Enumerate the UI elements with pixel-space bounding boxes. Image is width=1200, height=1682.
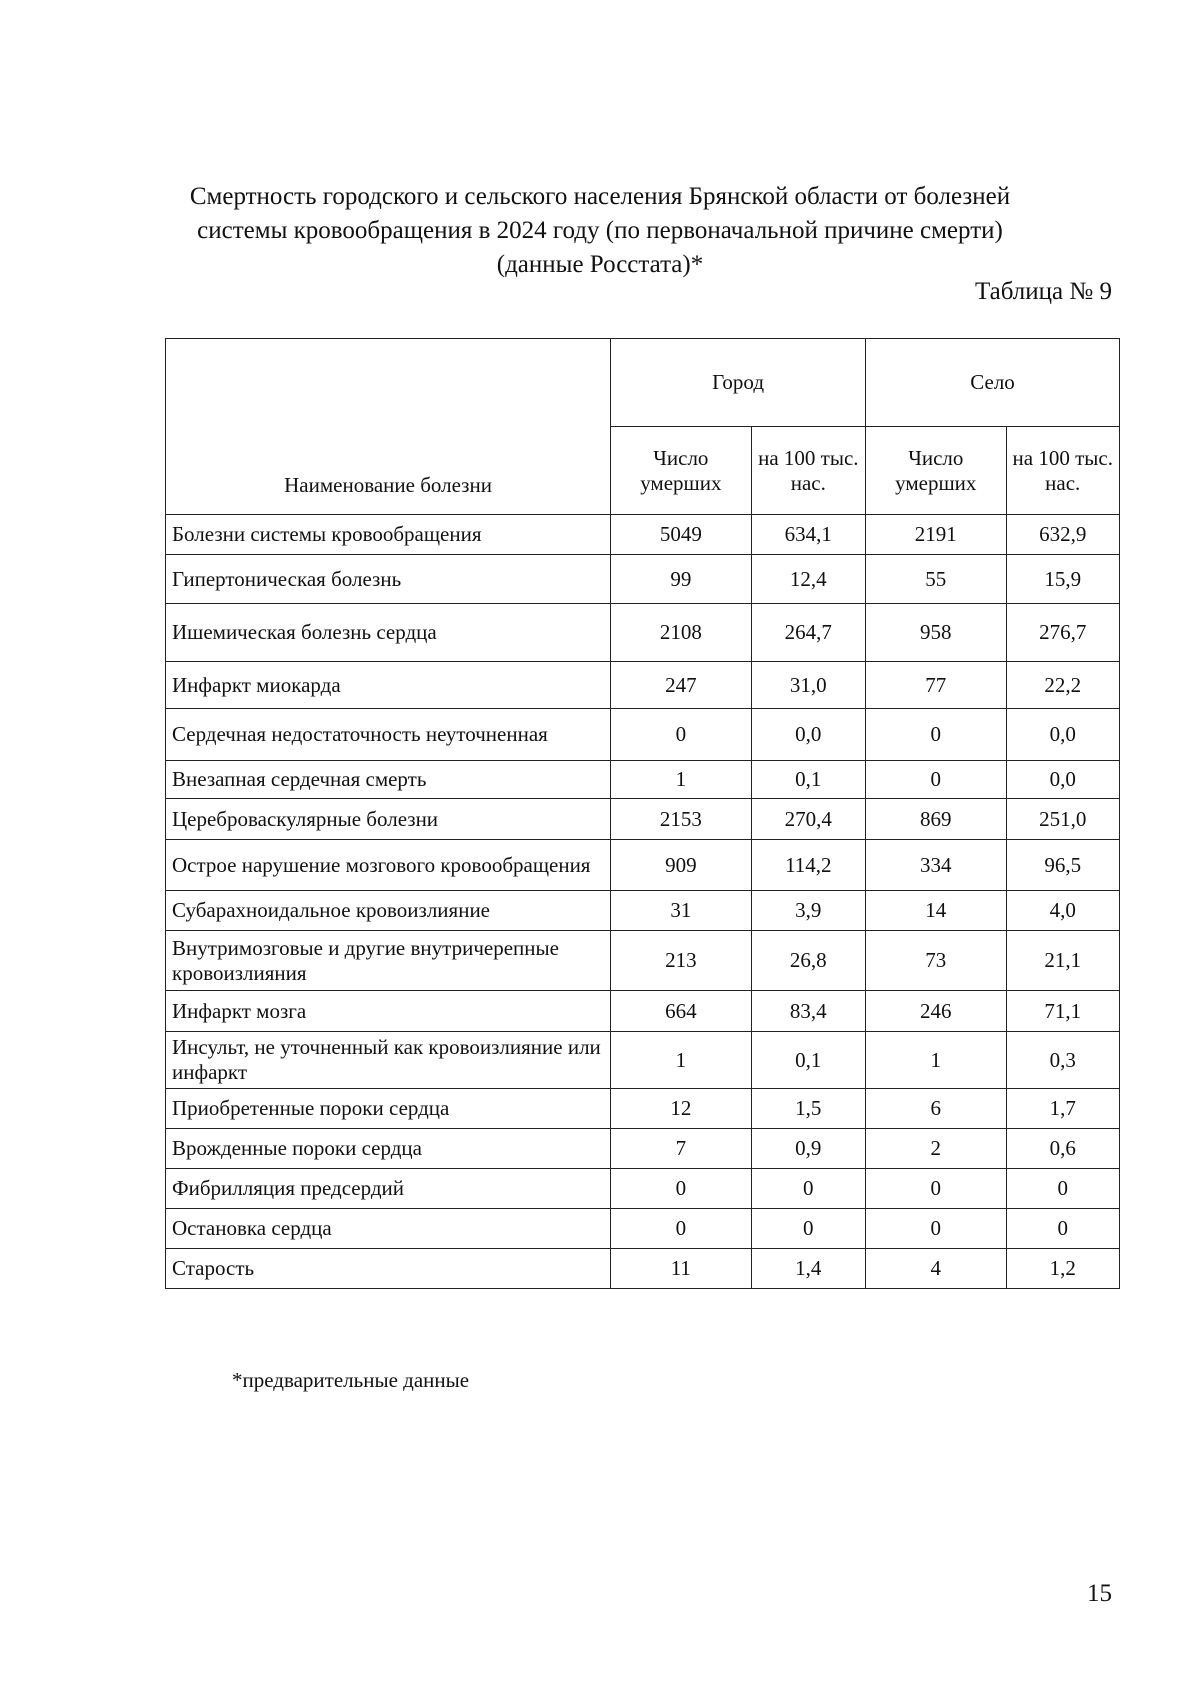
city-rate-cell: 0,1 <box>751 761 866 799</box>
city-rate-cell: 0,9 <box>751 1129 866 1169</box>
disease-name-cell: Болезни системы кровообращения <box>166 515 611 555</box>
disease-name-cell: Инфаркт миокарда <box>166 662 611 709</box>
village-deaths-cell: 958 <box>866 604 1006 662</box>
village-rate-cell: 15,9 <box>1006 555 1120 604</box>
village-rate-cell: 96,5 <box>1006 840 1120 891</box>
city-deaths-cell: 7 <box>611 1129 751 1169</box>
page-number: 15 <box>1087 1580 1112 1607</box>
city-rate-cell: 3,9 <box>751 891 866 931</box>
village-rate-cell: 0,3 <box>1006 1032 1120 1089</box>
table-row <box>166 991 1120 1032</box>
village-deaths-cell: 0 <box>866 1169 1006 1209</box>
disease-name-cell: Инсульт, не уточненный как кровоизлияние или инфаркт <box>166 1032 611 1089</box>
city-rate-cell: 264,7 <box>751 604 866 662</box>
village-deaths-cell: 77 <box>866 662 1006 709</box>
table-row <box>166 761 1120 799</box>
header-city: Город <box>611 339 866 427</box>
table-body <box>166 515 1120 1289</box>
table-row <box>166 840 1120 891</box>
header-city-rate: на 100 тыс. нас. <box>751 427 866 515</box>
city-rate-cell: 12,4 <box>751 555 866 604</box>
city-deaths-cell: 12 <box>611 1089 751 1129</box>
village-deaths-cell: 6 <box>866 1089 1006 1129</box>
table-row <box>166 515 1120 555</box>
header-row-groups <box>166 339 1120 427</box>
city-deaths-cell: 99 <box>611 555 751 604</box>
disease-name-cell: Внутримозговые и другие внутричерепные кровоизлияния <box>166 931 611 991</box>
table-row <box>166 709 1120 761</box>
disease-name-cell: Цереброваскулярные болезни <box>166 799 611 840</box>
disease-name-cell: Фибрилляция предсердий <box>166 1169 611 1209</box>
title-line: Смертность городского и сельского населения Брянской области от болезней <box>189 183 1011 210</box>
village-rate-cell: 22,2 <box>1006 662 1120 709</box>
disease-name-cell: Старость <box>166 1249 611 1289</box>
footnote: *предварительные данные <box>232 1368 470 1392</box>
village-rate-cell: 0,0 <box>1006 709 1120 761</box>
table-row <box>166 1249 1120 1289</box>
village-deaths-cell: 14 <box>866 891 1006 931</box>
document-title <box>150 180 1050 282</box>
disease-name-cell: Врожденные пороки сердца <box>166 1129 611 1169</box>
table-row <box>166 931 1120 991</box>
city-deaths-cell: 1 <box>611 761 751 799</box>
city-deaths-cell: 2153 <box>611 799 751 840</box>
city-deaths-cell: 0 <box>611 1209 751 1249</box>
header-disease-name: Наименование болезни <box>166 339 611 515</box>
table-row <box>166 891 1120 931</box>
city-deaths-cell: 31 <box>611 891 751 931</box>
city-rate-cell: 31,0 <box>751 662 866 709</box>
city-rate-cell: 26,8 <box>751 931 866 991</box>
city-rate-cell: 0,1 <box>751 1032 866 1089</box>
city-rate-cell: 0 <box>751 1209 866 1249</box>
disease-name-cell: Гипертоническая болезнь <box>166 555 611 604</box>
disease-name-cell: Острое нарушение мозгового кровообращения <box>166 840 611 891</box>
table-row <box>166 1209 1120 1249</box>
table-row <box>166 555 1120 604</box>
city-deaths-cell: 247 <box>611 662 751 709</box>
disease-name-cell: Инфаркт мозга <box>166 991 611 1032</box>
village-deaths-cell: 55 <box>866 555 1006 604</box>
village-rate-cell: 0,0 <box>1006 761 1120 799</box>
city-deaths-cell: 909 <box>611 840 751 891</box>
village-deaths-cell: 2 <box>866 1129 1006 1169</box>
village-rate-cell: 1,2 <box>1006 1249 1120 1289</box>
city-rate-cell: 0 <box>751 1169 866 1209</box>
disease-name-cell: Внезапная сердечная смерть <box>166 761 611 799</box>
title-line: (данные Росстата)* <box>496 251 704 278</box>
village-deaths-cell: 0 <box>866 709 1006 761</box>
village-rate-cell: 1,7 <box>1006 1089 1120 1129</box>
village-deaths-cell: 73 <box>866 931 1006 991</box>
village-rate-cell: 251,0 <box>1006 799 1120 840</box>
city-deaths-cell: 0 <box>611 1169 751 1209</box>
city-deaths-cell: 0 <box>611 709 751 761</box>
village-rate-cell: 4,0 <box>1006 891 1120 931</box>
disease-name-cell: Приобретенные пороки сердца <box>166 1089 611 1129</box>
disease-name-cell: Ишемическая болезнь сердца <box>166 604 611 662</box>
table-row <box>166 1089 1120 1129</box>
village-rate-cell: 0 <box>1006 1169 1120 1209</box>
village-rate-cell: 0 <box>1006 1209 1120 1249</box>
village-deaths-cell: 0 <box>866 1209 1006 1249</box>
village-rate-cell: 71,1 <box>1006 991 1120 1032</box>
village-rate-cell: 276,7 <box>1006 604 1120 662</box>
table-row <box>166 604 1120 662</box>
village-deaths-cell: 869 <box>866 799 1006 840</box>
village-deaths-cell: 0 <box>866 761 1006 799</box>
city-rate-cell: 1,4 <box>751 1249 866 1289</box>
city-rate-cell: 270,4 <box>751 799 866 840</box>
table-row <box>166 799 1120 840</box>
village-deaths-cell: 246 <box>866 991 1006 1032</box>
village-deaths-cell: 1 <box>866 1032 1006 1089</box>
city-rate-cell: 0,0 <box>751 709 866 761</box>
village-deaths-cell: 334 <box>866 840 1006 891</box>
city-rate-cell: 1,5 <box>751 1089 866 1129</box>
city-rate-cell: 114,2 <box>751 840 866 891</box>
village-deaths-cell: 2191 <box>866 515 1006 555</box>
table-number: Таблица № 9 <box>974 278 1112 305</box>
disease-name-cell: Субарахноидальное кровоизлияние <box>166 891 611 931</box>
city-rate-cell: 634,1 <box>751 515 866 555</box>
title-line: системы кровообращения в 2024 году (по первоначальной причине смерти) <box>197 217 1003 244</box>
village-rate-cell: 21,1 <box>1006 931 1120 991</box>
table-row <box>166 662 1120 709</box>
city-deaths-cell: 213 <box>611 931 751 991</box>
city-deaths-cell: 11 <box>611 1249 751 1289</box>
table-row <box>166 1032 1120 1089</box>
city-deaths-cell: 2108 <box>611 604 751 662</box>
header-village-rate: на 100 тыс. нас. <box>1006 427 1120 515</box>
header-city-deaths: Число умерших <box>611 427 751 515</box>
table-row <box>166 1129 1120 1169</box>
village-deaths-cell: 4 <box>866 1249 1006 1289</box>
disease-name-cell: Сердечная недостаточность неуточненная <box>166 709 611 761</box>
disease-name-cell: Остановка сердца <box>166 1209 611 1249</box>
mortality-table <box>165 338 1120 1289</box>
city-deaths-cell: 664 <box>611 991 751 1032</box>
city-rate-cell: 83,4 <box>751 991 866 1032</box>
village-rate-cell: 632,9 <box>1006 515 1120 555</box>
header-village: Село <box>866 339 1120 427</box>
city-deaths-cell: 5049 <box>611 515 751 555</box>
header-village-deaths: Число умерших <box>866 427 1006 515</box>
table-row <box>166 1169 1120 1209</box>
city-deaths-cell: 1 <box>611 1032 751 1089</box>
village-rate-cell: 0,6 <box>1006 1129 1120 1169</box>
